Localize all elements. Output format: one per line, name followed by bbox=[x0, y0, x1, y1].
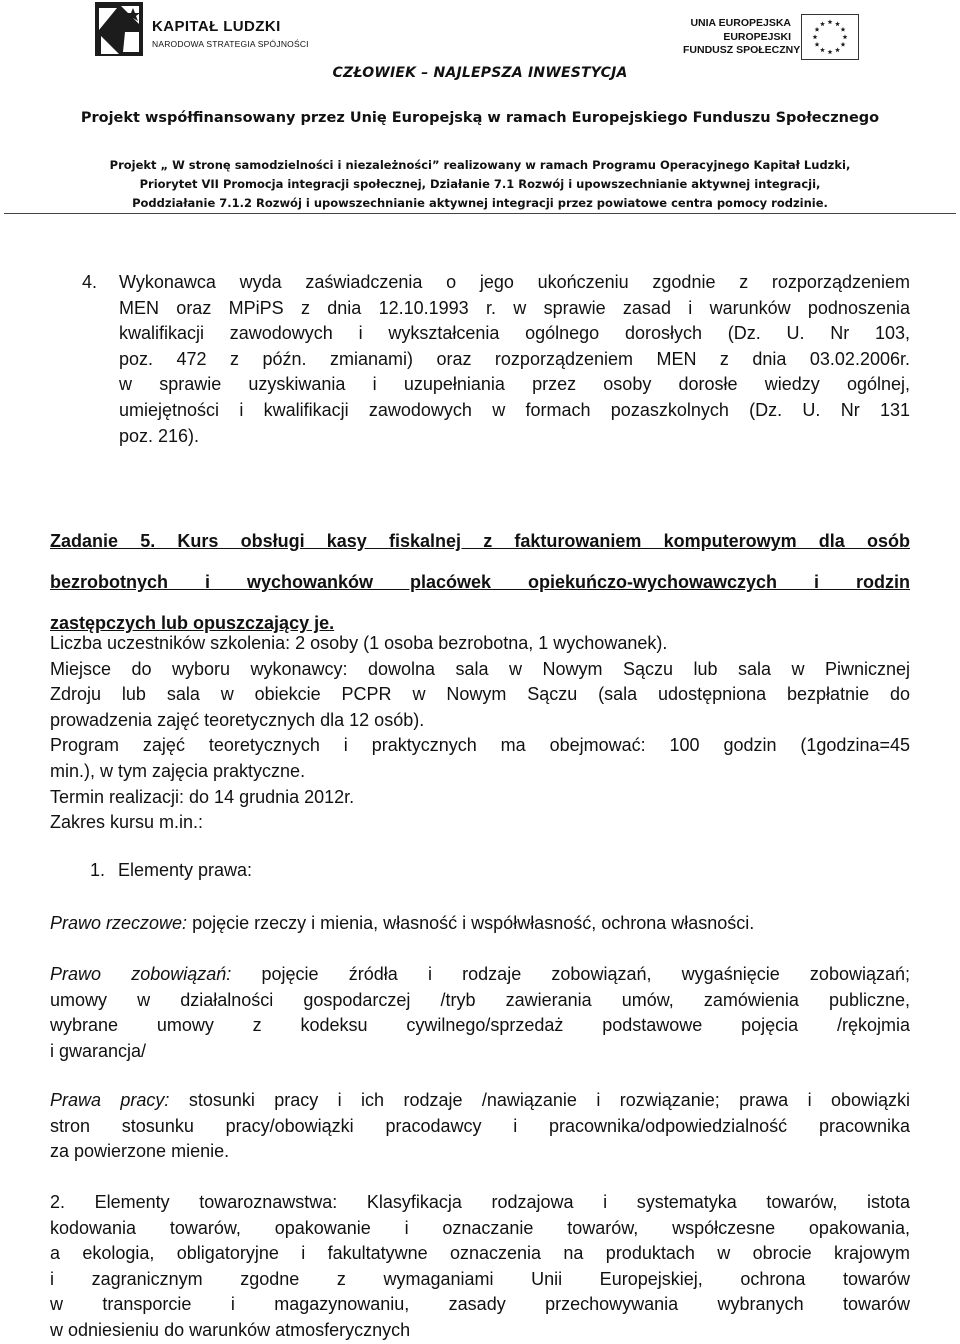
kapital-ludzki-emblem-icon bbox=[95, 2, 143, 56]
project-description-line: Projekt „ W stronę samodzielności i niezależności” realizowany w ramach Programu Operacyjnego Kapitał Ludzki, bbox=[109, 158, 851, 172]
detail-line: Zakres kursu m.in.: bbox=[50, 812, 204, 833]
text-span: stosunki pracy i ich rodzaje /nawiązanie i rozwiązanie; prawa i obowiązki bbox=[169, 1090, 910, 1110]
prawo-rzeczowe bbox=[50, 911, 910, 937]
text-line: za powierzone mienie. bbox=[50, 1141, 230, 1162]
text-line: w transporcie i magazynowaniu, zasady przechowywania wybranych towarów bbox=[50, 1294, 910, 1315]
prawo-zobowiazan-label: Prawo zobowiązań: bbox=[50, 964, 232, 984]
text-line: 2. Elementy towaroznawstwa: Klasyfikacja rodzajowa i systematyka towarów, istota bbox=[50, 1192, 910, 1212]
detail-line: Program zajęć teoretycznych i praktycznych ma obejmować: 100 godzin (1godzina=45 bbox=[50, 735, 910, 756]
text-line bbox=[50, 962, 910, 988]
prawo-zobowiazan bbox=[50, 962, 910, 1064]
text-line: umiejętności i kwalifikacji zawodowych w formach pozaszkolnych (Dz. U. Nr 131 bbox=[119, 399, 910, 420]
prawo-rzeczowe-text: pojęcie rzeczy i mienia, własność i współwłasność, ochrona własności. bbox=[187, 913, 755, 933]
project-description-line: Poddziałanie 7.1.2 Rozwój i upowszechnianie aktywnej integracji przez powiatowe centra pomocy rodzinie. bbox=[132, 196, 828, 210]
text-line bbox=[50, 1088, 910, 1114]
eu-logo-text bbox=[683, 17, 801, 58]
motto: CZŁOWIEK – NAJLEPSZA INWESTYCJA bbox=[332, 65, 628, 81]
text-line: kodowania towarów, opakowanie i oznaczanie towarów, współczesne opakowania, bbox=[50, 1217, 910, 1238]
heading-line: Zadanie 5. Kurs obsługi kasy fiskalnej z fakturowaniem komputerowym dla osób bbox=[50, 531, 910, 551]
prawo-pracy bbox=[50, 1088, 910, 1165]
text-line: i zagranicznym zgodne z wymaganiami Unii Europejskiej, ochrona towarów bbox=[50, 1268, 910, 1289]
text-line: i gwarancja/ bbox=[50, 1040, 147, 1061]
detail-line: Zdroju lub sala w obiekcie PCPR w Nowym Sączu (sala udostępniona bezpłatnie do bbox=[50, 684, 910, 705]
heading-line: bezrobotnych i wychowanków placówek opiekuńczo-wychowawczych i rodzin bbox=[50, 572, 910, 592]
eu-line-3: FUNDUSZ SPOŁECZNY bbox=[683, 44, 801, 56]
detail-line: Termin realizacji: do 14 grudnia 2012r. bbox=[50, 786, 355, 807]
course-details bbox=[50, 631, 910, 836]
kapital-ludzki-subtitle: NARODOWA STRATEGIA SPÓJNOŚCI bbox=[152, 39, 309, 49]
detail-line: min.), w tym zajęcia praktyczne. bbox=[50, 760, 306, 781]
heading-line: zastępczych lub opuszczający je. bbox=[50, 613, 335, 633]
eu-line-2: EUROPEJSKI bbox=[723, 30, 791, 43]
eu-line-1: UNIA EUROPEJSKA bbox=[690, 17, 791, 29]
text-span: pojęcie źródła i rodzaje zobowiązań, wygaśnięcie zobowiązań; bbox=[231, 964, 910, 984]
text-line: stron stosunku pracy/obowiązki pracodawcy i pracownika/odpowiedzialność pracownika bbox=[50, 1115, 910, 1136]
text-line: poz. 472 z późn. zmianami) oraz rozporządzeniem MEN z dnia 03.02.2006r. bbox=[119, 348, 910, 369]
section-2 bbox=[50, 1190, 910, 1344]
text-line: wybrane umowy z kodeksu cywilnego/sprzedaż podstawowe pojęcia /rękojmia bbox=[50, 1015, 910, 1036]
prawo-rzeczowe-label: Prawo rzeczowe: bbox=[50, 913, 188, 933]
cofinancing-line: Projekt współfinansowany przez Unię Europejską w ramach Europejskiego Funduszu Społecznego bbox=[80, 110, 880, 126]
text-line: poz. 216). bbox=[119, 425, 200, 446]
point-4-text bbox=[119, 270, 910, 449]
text-line: w odniesieniu do warunków atmosferycznych bbox=[50, 1319, 411, 1340]
header-divider bbox=[4, 213, 956, 214]
kapital-ludzki-title: KAPITAŁ LUDZKI bbox=[152, 18, 281, 35]
text-line: umowy w działalności gospodarczej /tryb zawierania umów, zamówienia publiczne, bbox=[50, 989, 910, 1010]
text-line: Wykonawca wyda zaświadczenia o jego ukończeniu zgodnie z rozporządzeniem bbox=[119, 272, 910, 292]
kapital-ludzki-logo bbox=[95, 2, 365, 60]
detail-line: Liczba uczestników szkolenia: 2 osoby (1 osoba bezrobotna, 1 wychowanek). bbox=[50, 633, 668, 653]
eu-flag-icon bbox=[801, 14, 859, 60]
text-line: a ekologia, obligatoryjne i fakultatywne oznaczenia na produktach w obrocie krajowym bbox=[50, 1243, 910, 1264]
point-4-number: 4. bbox=[82, 272, 98, 292]
detail-line: Miejsce do wyboru wykonawcy: dowolna sala w Nowym Sączu lub sala w Piwnicznej bbox=[50, 658, 910, 679]
text-line: MEN oraz MPiPS z dnia 12.10.1993 r. w sprawie zasad i warunków podnoszenia bbox=[119, 297, 910, 318]
project-description-line: Priorytet VII Promocja integracji społecznej, Działanie 7.1 Rozwój i upowszechnianie aktywnej integracji, bbox=[139, 177, 821, 191]
text-line: kwalifikacji zawodowych i wykształcenia ogólnego dorosłych (Dz. U. Nr 103, bbox=[119, 323, 910, 344]
prawo-pracy-label: Prawa pracy: bbox=[50, 1090, 170, 1110]
document-header bbox=[0, 0, 960, 215]
section-1-title: Elementy prawa: bbox=[118, 860, 253, 880]
section-1-number: 1. bbox=[90, 860, 106, 880]
text-line: w sprawie uzyskiwania i uzupełniania przez osoby dorosłe wiedzy ogólnej, bbox=[119, 374, 910, 395]
task-5-heading bbox=[50, 521, 910, 644]
detail-line: prowadzenia zajęć teoretycznych dla 12 osób). bbox=[50, 709, 425, 730]
eu-logo bbox=[683, 14, 873, 64]
